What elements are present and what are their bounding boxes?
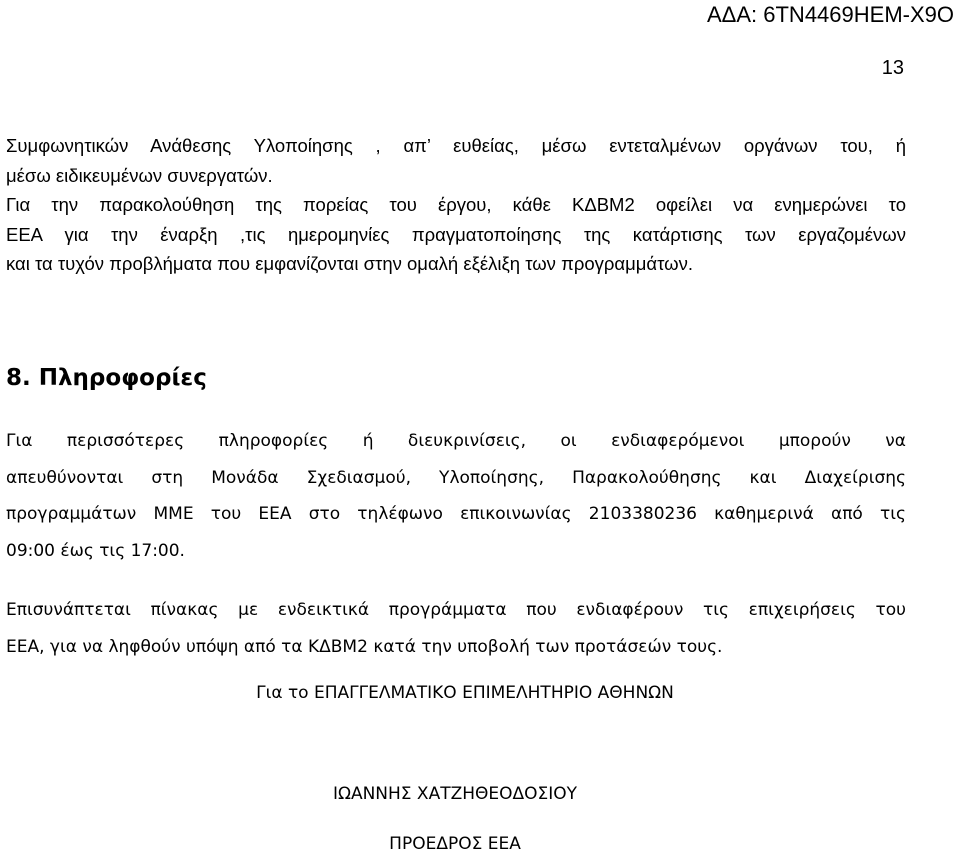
info-line: Για περισσότερες πληροφορίες ή διευκρινίσεις, οι ενδιαφερόμενοι μπορούν να xyxy=(6,431,906,451)
ada-code: ΑΔΑ: 6ΤΝ4469ΗΕΜ-Χ9Ο xyxy=(706,2,954,27)
signatory-name: ΙΩΑΝΝΗΣ ΧΑΤΖΗΘΕΟΔΟΣΙΟΥ xyxy=(332,784,578,804)
attachment-line: Επισυνάπτεται πίνακας με ενδεικτικά προγράμματα που ενδιαφέρουν τις επιχειρήσεις του xyxy=(6,600,906,620)
signature-organization: Για το ΕΠΑΓΓΕΛΜΑΤΙΚΟ ΕΠΙΜΕΛΗΤΗΡΙΟ ΑΘΗΝΩΝ xyxy=(256,683,674,703)
page-number: 13 xyxy=(881,57,904,79)
attachment-paragraph xyxy=(6,592,906,665)
info-line: προγραμμάτων ΜΜΕ του ΕΕΑ στο τηλέφωνο επικοινωνίας 2103380236 καθημερινά από τις xyxy=(6,504,906,524)
intro-line: Για την παρακολούθηση της πορείας του έργου, κάθε ΚΔΒΜ2 οφείλει να ενημερώνει το xyxy=(6,194,906,215)
attachment-line: ΕΕΑ, για να ληφθούν υπόψη από τα ΚΔΒΜ2 κατά την υποβολή των προτάσεών τους. xyxy=(6,636,723,657)
intro-line: Συμφωνητικών Ανάθεσης Υλοποίησης , απ’ ευθείας, μέσω εντεταλμένων οργάνων του, ή xyxy=(6,135,906,156)
intro-line: μέσω ειδικευμένων συνεργατών. xyxy=(6,164,273,186)
intro-paragraphs xyxy=(6,131,906,279)
info-line: 09:00 έως τις 17:00. xyxy=(6,540,185,561)
section-heading: 8. Πληροφορίες xyxy=(6,365,207,391)
signatory-title: ΠΡΟΕΔΡΟΣ ΕΕΑ xyxy=(389,834,521,854)
intro-line: και τα τυχόν προβλήματα που εμφανίζονται στην ομαλή εξέλιξη των προγραμμάτων. xyxy=(6,253,694,274)
intro-line: ΕΕΑ για την έναρξη ,τις ημερομηνίες πραγματοποίησης της κατάρτισης των εργαζομένων xyxy=(6,223,906,245)
info-line: απευθύνονται στη Μονάδα Σχεδιασμού, Υλοποίησης, Παρακολούθησης και Διαχείρισης xyxy=(6,467,906,488)
info-paragraph xyxy=(6,423,906,569)
